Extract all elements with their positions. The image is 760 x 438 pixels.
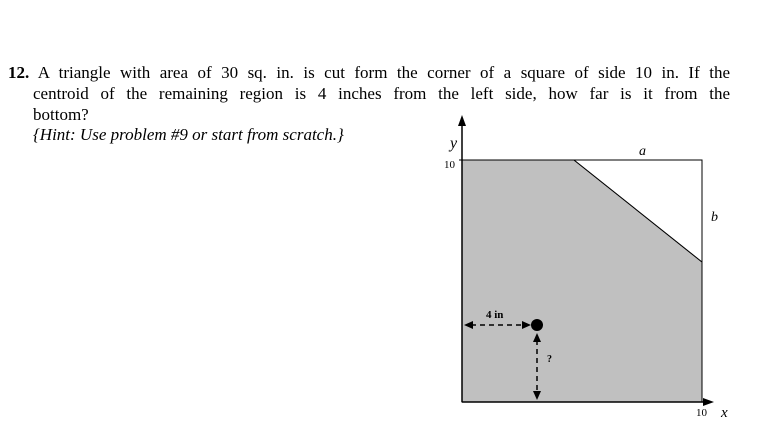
- unknown-distance-label: ?: [547, 354, 552, 365]
- problem-number: 12.: [8, 63, 30, 82]
- x-tick-label: 10: [696, 407, 707, 419]
- centroid-point: [531, 319, 543, 331]
- y-axis-arrowhead: [458, 115, 466, 126]
- problem-line-2: centroid of the remaining region is 4 inches from the left side, how far is it from the: [33, 84, 730, 103]
- x-axis-arrowhead: [703, 398, 714, 406]
- hint-text: {Hint: Use problem #9 or start from scratch.}: [33, 125, 344, 144]
- cut-length-b-label: b: [711, 210, 718, 225]
- cut-length-a-label: a: [639, 144, 646, 159]
- y-tick-label: 10: [444, 159, 455, 171]
- y-axis-label: y: [450, 135, 458, 152]
- problem-text-1: A triangle with area of 30 sq. in. is cut form the corner of a square of side 10 in. If the: [37, 63, 730, 82]
- x-axis-label: x: [721, 405, 728, 421]
- problem-line-3: bottom?: [33, 105, 89, 124]
- distance-label: 4 in: [486, 309, 504, 321]
